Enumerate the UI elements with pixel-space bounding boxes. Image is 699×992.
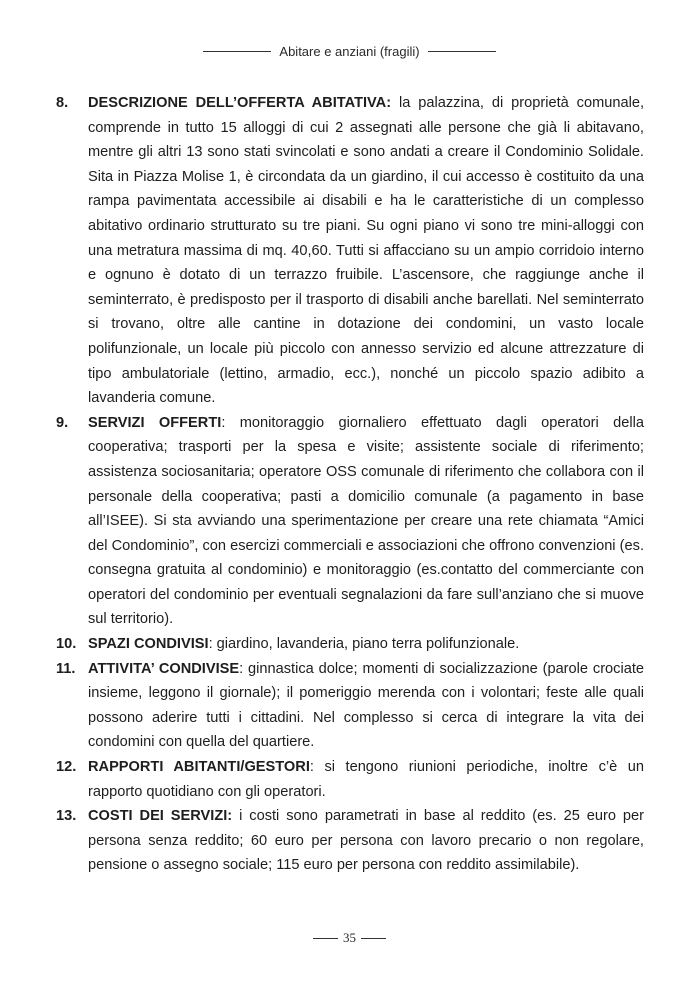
list-item-costi-servizi — [56, 804, 644, 878]
header-rule-right — [428, 51, 496, 52]
item-number: 11. — [56, 660, 76, 677]
list-item-servizi-offerti — [56, 411, 644, 632]
numbered-list — [56, 91, 644, 878]
item-heading: SERVIZI OFFERTI — [88, 414, 222, 431]
page-number: 35 — [343, 930, 356, 945]
item-text: la palazzina, di proprietà comunale, comprende in tutto 15 alloggi di cui 2 assegnati alle persone che già li abitavano, mentre gli altri 13 sono stati svincolati e sono andati a creare il Condominio Solidale. Sita in Piazza Molise 1, è circondata da un giardino, il cui accesso è costituito da una rampa pavimentata accessibile ai disabili e ha le caratteristiche di un complesso abitativo ordinario strutturato su tre piani. Su ogni piano vi sono tre mini-alloggi con una metratura massima di mq. 40,60. Tutti si affacciano su un ampio corridoio interno e ognuno è dotato di un terrazzo fruibile. L’ascensore, che raggiunge anche il seminterrato, è predisposto per il trasporto di disabili anche barellati. Nel seminterrato si trovano, oltre alle cantine in dotazione dei condomini, un vasto locale polifunzionale, un locale più piccolo con annesso servizio ed alcune attrezzature di tipo ambulatoriale (lettino, armadio, ecc.), nonché un piccolo spazio adibito a lavanderia comune. — [88, 95, 645, 407]
page-footer — [0, 930, 699, 946]
item-text: i costi sono parametrati in base al reddito (es. 25 euro per persona senza reddito; 60 euro per persona con lavoro precario o non regolare, pensione o assegno sociale; 115 euro per persona con reddito assimilabile). — [88, 808, 644, 874]
item-number: 13. — [56, 808, 77, 825]
list-item-rapporti-abitanti-gestori — [56, 755, 644, 804]
list-item-spazi-condivisi — [56, 632, 644, 657]
header-title: Abitare e anziani (fragili) — [279, 44, 420, 59]
item-heading: DESCRIZIONE DELL’OFFERTA ABITATIVA: — [88, 95, 392, 111]
item-text: : giardino, lavanderia, piano terra polifunzionale. — [208, 636, 520, 653]
running-header — [0, 44, 699, 59]
item-text: : ginnastica dolce; momenti di socializzazione (parole crociate insieme, leggono il giornale); il pomeriggio merenda con i volontari; feste alle quali possono aderire tutti i cittadini. Nel complesso si cerca di integrare la vita dei condomini con quella del quartiere. — [88, 660, 644, 751]
footer-rule-right — [361, 938, 386, 939]
item-number: 12. — [56, 759, 77, 776]
item-number: 8. — [56, 95, 69, 111]
header-rule-left — [203, 51, 271, 52]
item-text: : monitoraggio giornaliero effettuato dagli operatori della cooperativa; trasporti per la spesa e visite; assistente sociale di riferimento; assistenza sociosanitaria; operatore OSS comunale di riferimento che collabora con il personale della cooperativa; pasti a domicilio comunale (a pagamento in base all’ISEE). Si sta avviando una sperimentazione per creare una rete chiamata “Amici del Condominio”, con esercizi commerciali e associazioni che offrono convenzioni (es. consegna gratuita al condominio) e monitoraggio (es.contatto del commerciante con operatori del condominio per eventuali segnalazioni da fare sull’anziano che si muove sul territorio). — [88, 414, 644, 628]
item-number: 10. — [56, 636, 77, 653]
item-number: 9. — [56, 414, 69, 431]
item-heading: ATTIVITA’ CONDIVISE — [88, 660, 240, 677]
item-heading: RAPPORTI ABITANTI/GESTORI — [88, 759, 310, 776]
list-item-attivita-condivise — [56, 657, 644, 755]
item-heading: SPAZI CONDIVISI — [88, 636, 209, 653]
list-item-offerta-abitativa — [56, 91, 644, 411]
item-heading: COSTI DEI SERVIZI: — [88, 808, 233, 825]
footer-rule-left — [313, 938, 338, 939]
item-text: : si tengono riunioni periodiche, inoltre c’è un rapporto quotidiano con gli operatori. — [88, 759, 644, 800]
